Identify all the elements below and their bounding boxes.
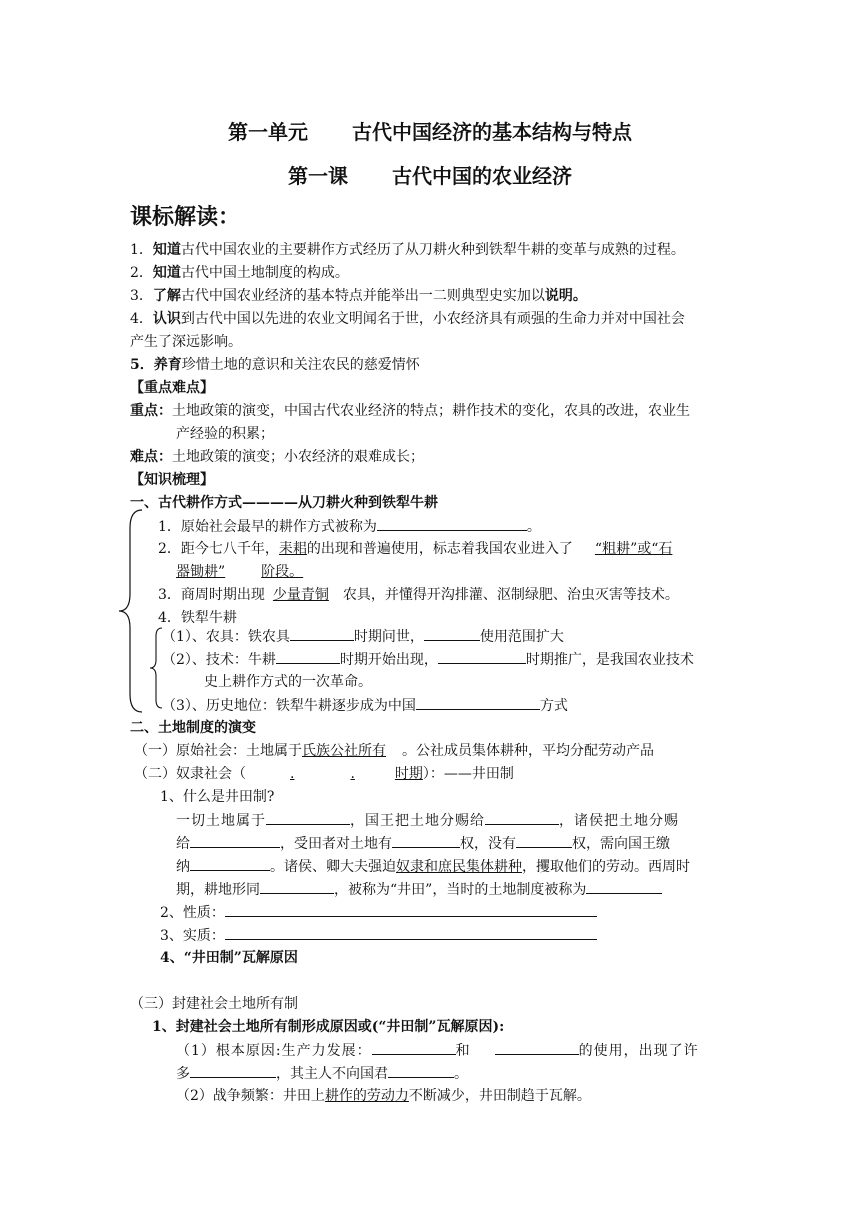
standard-item-1: 1．知道古代中国农业的主要耕作方式经历了从刀耕火种到铁犁牛耕的变革与成熟的过程。 [130, 242, 685, 258]
item-1-2: 2．距今七八千年，耒耜的出现和普遍使用，标志着我国农业进入了 “粗耕”或“石 [158, 541, 673, 557]
slave-society: （二）奴隶社会（ . . 时期）：——井田制 [134, 766, 514, 782]
jingtian-line-3: 纳 。诸侯、卿大夫强迫奴隶和庶民集体耕种，攫取他们的劳动。西周时 [176, 855, 690, 878]
answer-blank[interactable] [225, 901, 597, 917]
reason-1: （1）根本原因:生产力发展： 和 的使用，出现了许 [176, 1039, 699, 1062]
question-jingtian: 1、什么是井田制? [160, 789, 275, 805]
question-feudal-origin: 1、封建社会土地所有制形成原因或(“井田制”瓦解原因): [152, 1019, 505, 1035]
standard-item-3: 3．了解古代中国农业经济的基本特点并能举出一二则典型史实加以说明。 [130, 288, 587, 304]
answer-blank[interactable] [377, 515, 527, 531]
item-1-3: 3．商周时期出现 少量青铜 农具，并懂得开沟排灌、沤制绿肥、治虫灭害等技术。 [158, 587, 679, 603]
standard-item-5: 5．养育珍惜土地的意识和关注农民的慈爱情怀 [130, 357, 420, 373]
reason-2: （2）战争频繁：井田上耕作的劳动力不断减少，井田制趋于瓦解。 [176, 1088, 591, 1104]
lesson-label: 第一课 [288, 164, 348, 188]
standard-item-4: 4．认识到古代中国以先进的农业文明闻名于世，小农经济具有顽强的生命力并对中国社会 [130, 311, 685, 327]
standard-item-4-cont: 产生了深远影响。 [130, 334, 242, 350]
jingtian-line-1: 一切土地属于 ，国王把土地分赐给 ，诸侯把土地分赐 [176, 809, 679, 832]
jingtian-line-4: 期，耕地形同 ，被称为“井田”，当时的土地制度被称为 [176, 878, 662, 901]
lesson-title [0, 160, 860, 189]
answer-blank[interactable] [190, 832, 280, 848]
jingtian-line-2: 给 ，受田者对土地有 权，没有 权，需向国王缴 [176, 832, 670, 855]
unit-title-text: 古代中国经济的基本结构与特点 [352, 120, 632, 144]
sub-item-2: （2）、技术：牛耕 时期开始出现， 时期推广，是我国农业技术 [162, 648, 694, 671]
question-nature: 2、性质： [160, 901, 597, 924]
knowledge-heading: 【知识梳理】 [130, 472, 214, 488]
answer-blank[interactable] [190, 1062, 276, 1078]
hard-point: 难点：土地政策的演变；小农经济的艰难成长； [130, 449, 424, 465]
answer-blank[interactable] [438, 648, 526, 664]
large-brace [116, 508, 146, 714]
answer-blank[interactable] [372, 1039, 456, 1055]
answer-blank[interactable] [190, 855, 270, 871]
answer-blank[interactable] [416, 694, 540, 710]
answer-blank[interactable] [260, 878, 334, 894]
answer-blank[interactable] [225, 924, 597, 940]
reason-1-cont: 多 ，其主人不向国君 。 [176, 1062, 468, 1085]
answer-blank[interactable] [266, 809, 350, 825]
unit-label: 第一单元 [228, 120, 308, 144]
answer-blank[interactable] [276, 648, 340, 664]
answer-blank[interactable] [290, 625, 354, 641]
question-essence: 3、实质： [160, 924, 597, 947]
answer-blank[interactable] [516, 832, 572, 848]
standards-heading: 课标解读： [130, 205, 241, 230]
answer-blank[interactable] [485, 809, 559, 825]
key-point: 重点：土地政策的演变，中国古代农业经济的特点；耕作技术的变化，农具的改进，农业生 [130, 403, 690, 419]
lesson-title-text: 古代中国的农业经济 [392, 164, 572, 188]
answer-blank[interactable] [586, 878, 662, 894]
section-2-title: 二、土地制度的演变 [130, 720, 256, 736]
question-collapse: 4、“井田制”瓦解原因 [160, 950, 298, 966]
answer-blank[interactable] [388, 1062, 454, 1078]
section-3-title: （三）封建社会土地所有制 [130, 996, 298, 1012]
item-1-2-cont: 器锄耕” 阶段。 [176, 564, 304, 580]
key-point-cont: 产经验的积累； [176, 426, 274, 442]
item-1-1: 1．原始社会最早的耕作方式被称为 。 [158, 515, 541, 538]
section-1-title: 一、古代耕作方式————从刀耕火种到铁犁牛耕 [130, 495, 438, 511]
unit-title [0, 116, 860, 145]
answer-blank[interactable] [424, 625, 480, 641]
standard-item-2: 2．知道古代中国土地制度的构成。 [130, 265, 349, 281]
answer-blank[interactable] [495, 1039, 579, 1055]
sub-item-3: （3）、历史地位：铁犁牛耕逐步成为中国 方式 [162, 694, 568, 717]
primitive-society: （一）原始社会：土地属于氏族公社所有 。公社成员集体耕种，平均分配劳动产品 [134, 743, 654, 759]
answer-blank[interactable] [392, 832, 460, 848]
sub-item-2-cont: 史上耕作方式的一次革命。 [204, 674, 372, 690]
item-1-4: 4．铁犁牛耕 [158, 610, 237, 626]
key-points-heading: 【重点难点】 [130, 380, 214, 396]
sub-item-1: （1）、农具：铁农具 时期问世， 使用范围扩大 [162, 625, 564, 648]
